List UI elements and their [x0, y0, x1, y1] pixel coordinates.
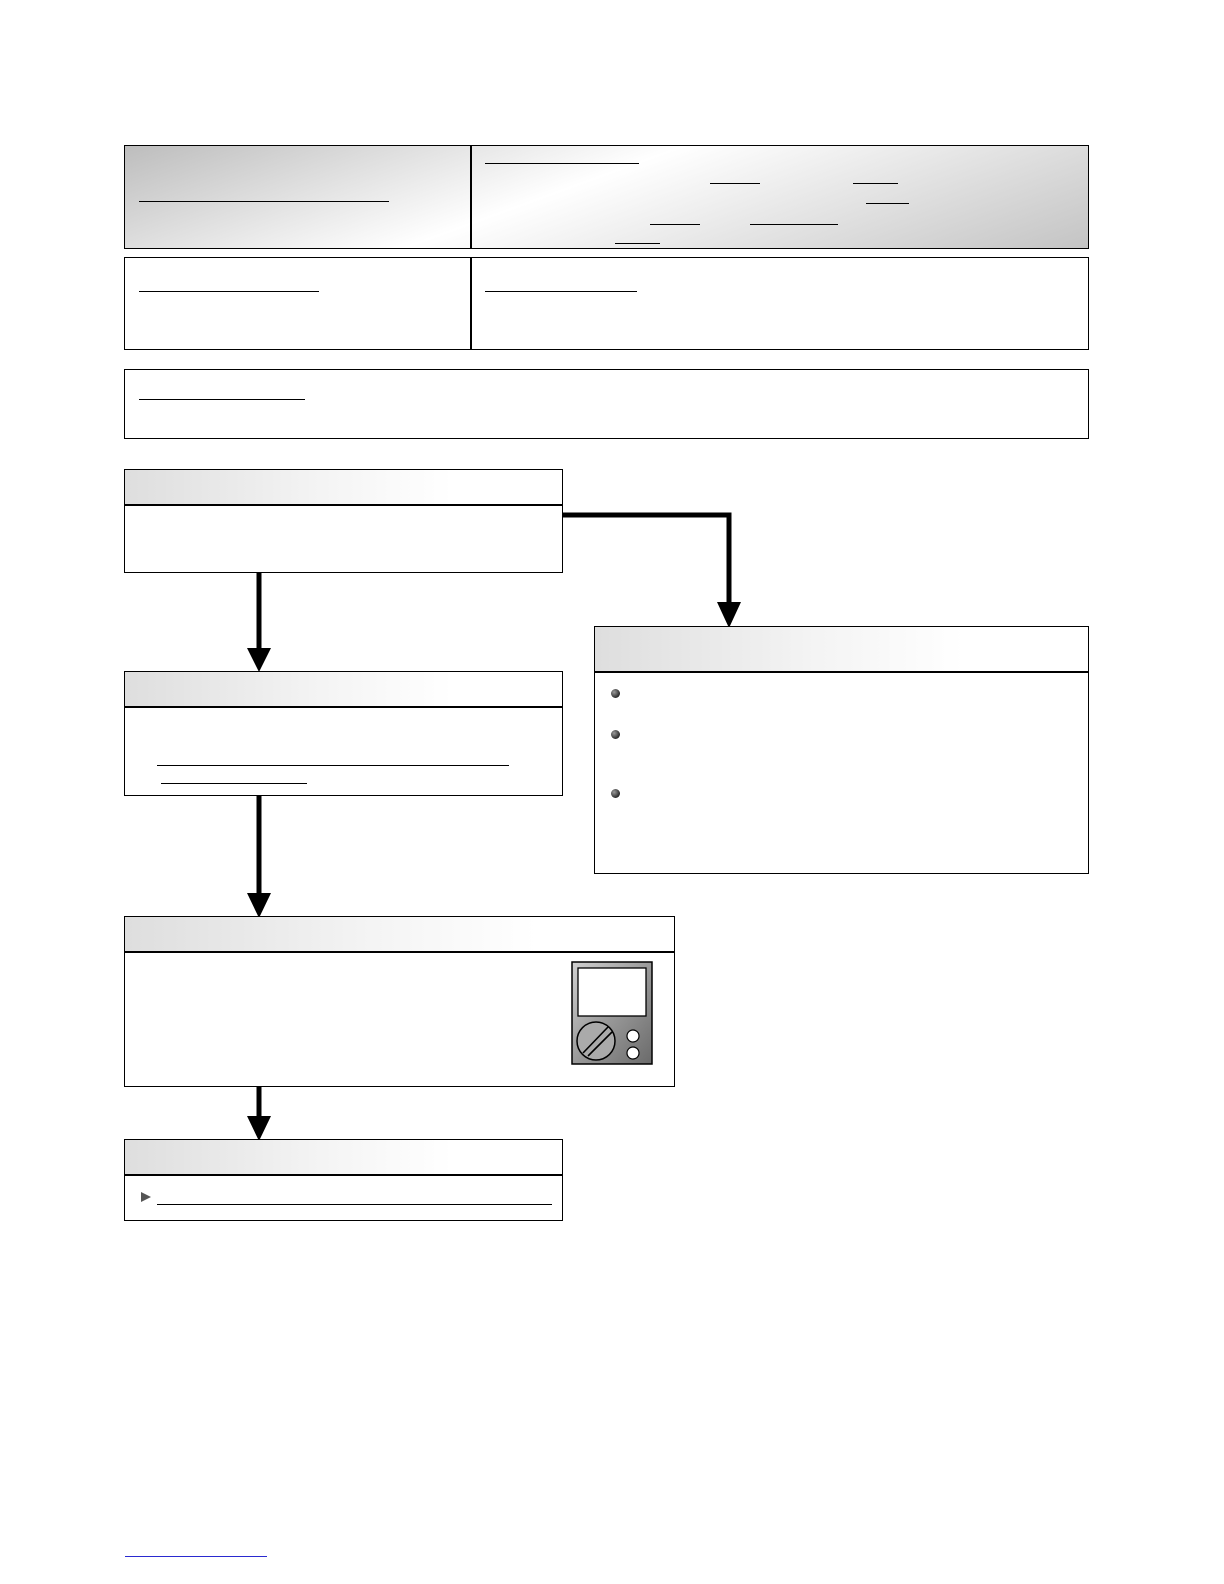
header-right-underline-7 — [615, 243, 660, 244]
flow-step-meter-header — [125, 917, 674, 953]
header-divider — [470, 146, 472, 248]
bullet-icon — [611, 730, 620, 739]
note-underline — [139, 399, 305, 400]
arrowhead-check — [247, 648, 271, 672]
connector-start-to-branch — [562, 515, 729, 604]
header-right-underline-1 — [485, 163, 639, 164]
info-left-underline — [139, 291, 319, 292]
flow-step-check-header — [125, 672, 562, 708]
bullet-icon — [611, 689, 620, 698]
flow-step-start-header — [125, 470, 562, 506]
flow-step-check-underline-1 — [157, 765, 509, 766]
arrowhead-meter — [247, 893, 271, 918]
note-panel — [124, 369, 1089, 439]
header-right-underline-6 — [750, 224, 838, 225]
flow-step-branch — [594, 626, 1089, 874]
multimeter-icon — [571, 961, 653, 1065]
header-right-underline-2 — [710, 183, 760, 184]
flow-step-start — [124, 469, 563, 573]
info-panel — [124, 257, 1089, 350]
arrowhead-branch — [717, 602, 741, 628]
footer-link-underline — [125, 1556, 267, 1557]
info-divider — [470, 258, 472, 349]
flow-step-check-underline-2 — [161, 783, 307, 784]
header-right-underline-4 — [866, 203, 909, 204]
pointer-arrow-icon — [141, 1192, 151, 1202]
flow-step-end — [124, 1139, 563, 1221]
header-right-underline-5 — [650, 224, 700, 225]
bullet-icon — [611, 789, 620, 798]
flow-step-end-header — [125, 1140, 562, 1176]
header-left-underline — [139, 201, 389, 202]
header-right-underline-3 — [853, 183, 898, 184]
flow-step-end-underline — [157, 1204, 552, 1205]
flow-step-check — [124, 671, 563, 796]
header-panel — [124, 145, 1089, 249]
info-right-underline — [485, 291, 637, 292]
flow-step-branch-header — [595, 627, 1088, 673]
flow-step-meter — [124, 916, 675, 1087]
arrowhead-end — [247, 1116, 271, 1141]
